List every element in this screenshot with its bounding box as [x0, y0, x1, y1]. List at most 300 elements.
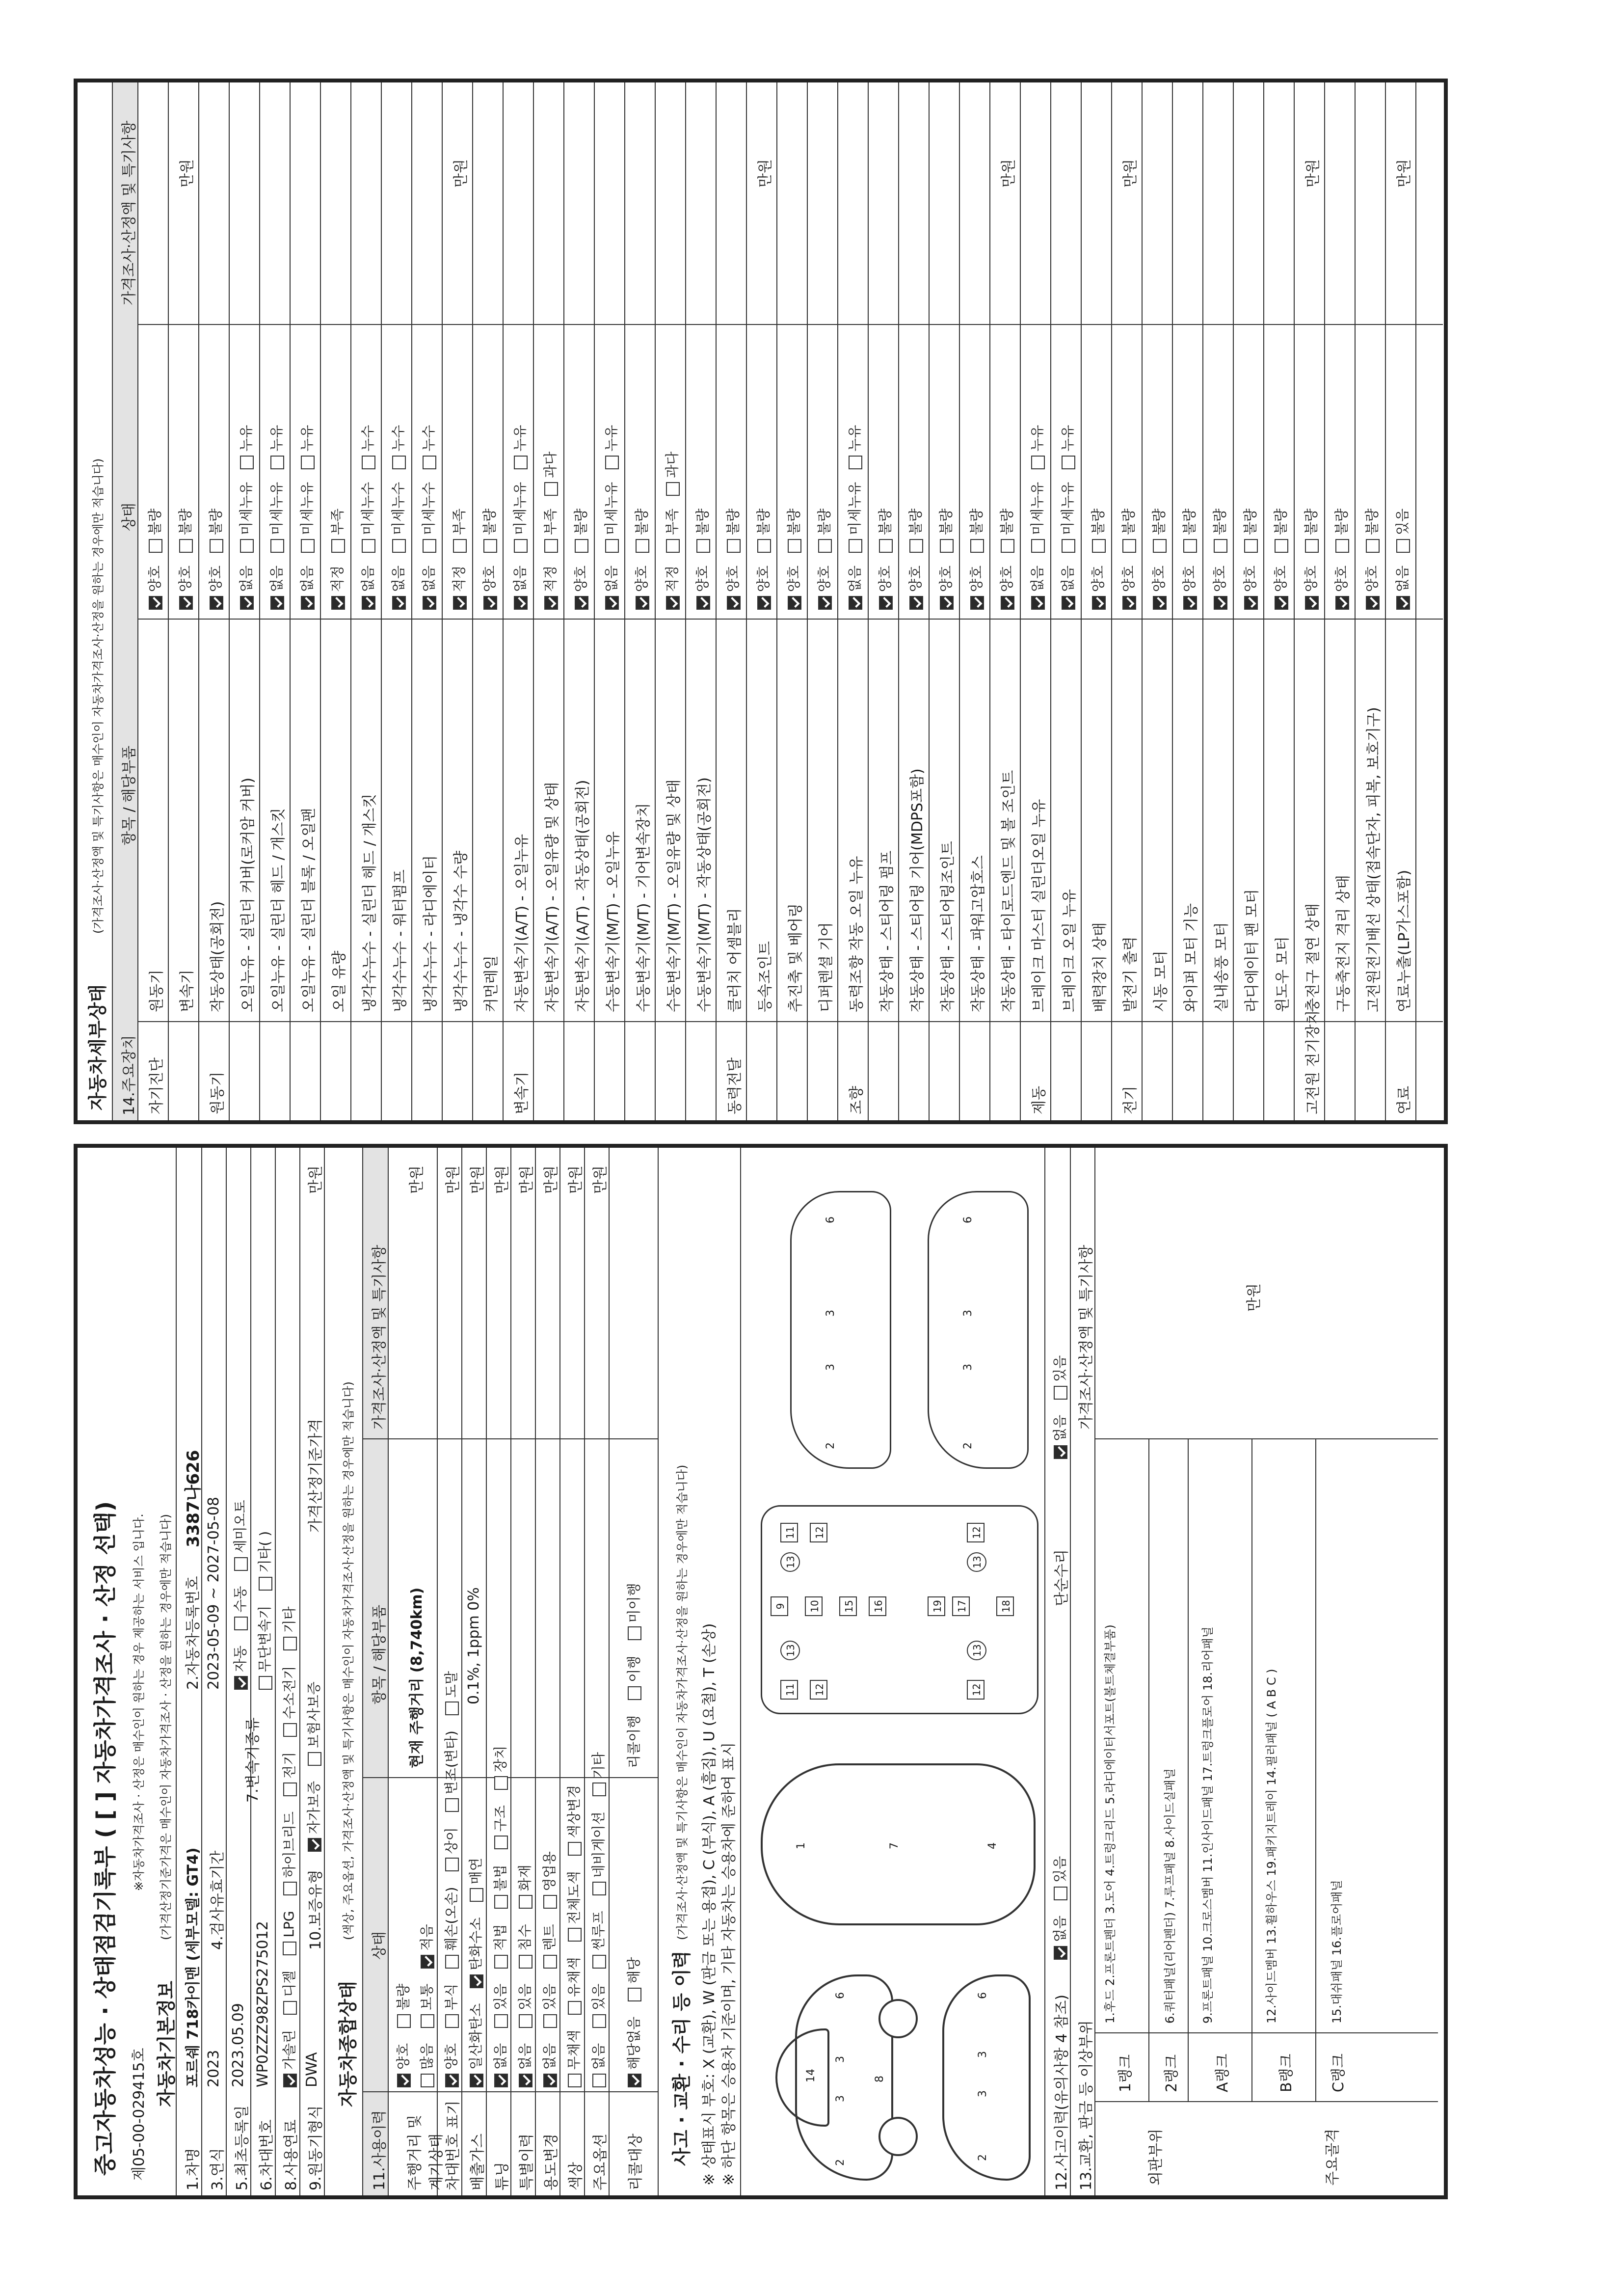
- usage-yes-checkbox[interactable]: [543, 2014, 557, 2028]
- overall-header: 자동차종합상태: [337, 1981, 359, 2107]
- fuel-gasoline-checkbox[interactable]: [283, 2074, 297, 2087]
- detail-state-options: 양호불량: [935, 496, 955, 610]
- car-side-roof-icon: [775, 2028, 829, 2127]
- detail-state-checkbox[interactable]: [909, 539, 923, 553]
- vin-painted-checkbox[interactable]: [445, 1702, 459, 1715]
- detail-state-options: 양호불량: [905, 496, 925, 610]
- detail-item: 배력장치 상태: [1091, 922, 1109, 1012]
- detail-state-options: 양호불량: [814, 496, 833, 610]
- detail-state-checkbox[interactable]: [909, 596, 923, 610]
- detail-state-checkbox[interactable]: [1001, 596, 1014, 610]
- special-flood-checkbox[interactable]: [519, 1955, 532, 1969]
- detail-state-checkbox[interactable]: [1396, 539, 1410, 553]
- detail-state-options: 양호불량: [1179, 496, 1198, 610]
- detail-state-checkbox[interactable]: [1183, 596, 1197, 610]
- detail-state-checkbox[interactable]: [544, 539, 558, 553]
- color-chromatic-checkbox[interactable]: [568, 2001, 582, 2015]
- simple-repair-yes-checkbox[interactable]: [1054, 1386, 1067, 1400]
- basic-price-label: 가격산정기준가격: [307, 1419, 324, 1533]
- detail-state-checkbox[interactable]: [331, 596, 345, 610]
- detail-item: 작동상태 - 스티어링 펌프: [878, 850, 896, 1012]
- detail-price-unit: 만원: [1000, 159, 1017, 188]
- detail-item: 작동상태(공회전): [209, 901, 226, 1012]
- detail-col-price: 가격조사·산정액 및 특기사항: [121, 120, 138, 305]
- detail-state-checkbox[interactable]: [666, 482, 680, 496]
- detail-state-checkbox[interactable]: [1305, 539, 1319, 553]
- detail-state-checkbox[interactable]: [1001, 539, 1014, 553]
- emission-hc-checkbox[interactable]: [470, 1974, 483, 1988]
- usage-none-checkbox[interactable]: [543, 2074, 557, 2087]
- detail-row: [533, 82, 564, 1120]
- year-label: 3.연식: [209, 2148, 226, 2190]
- vin-good-checkbox[interactable]: [445, 2074, 459, 2087]
- detail-state-checkbox[interactable]: [788, 539, 801, 553]
- detail-row: [1355, 82, 1386, 1120]
- detail-item: 원동기: [148, 970, 165, 1012]
- detail-state-checkbox[interactable]: [727, 596, 741, 610]
- detail-state-checkbox[interactable]: [483, 596, 497, 610]
- detail-state-checkbox[interactable]: [1031, 456, 1045, 469]
- detail-state-checkbox[interactable]: [392, 596, 406, 610]
- detail-price-unit: 만원: [757, 159, 774, 188]
- detail-item: 오일누유 - 실린더 헤드 / 개스킷: [270, 808, 287, 1012]
- detail-state-checkbox[interactable]: [605, 456, 619, 469]
- usage-business-checkbox[interactable]: [543, 1895, 557, 1909]
- detail-state-checkbox[interactable]: [423, 596, 436, 610]
- recall-done-checkbox[interactable]: [628, 1686, 641, 1700]
- detail-row: [1050, 82, 1082, 1120]
- basic-price-unit: 만원: [307, 1165, 324, 1194]
- trans-auto-checkbox[interactable]: [234, 1676, 248, 1690]
- detail-state-checkbox[interactable]: [757, 539, 771, 553]
- options-yes-checkbox[interactable]: [592, 2014, 606, 2028]
- detail-state-checkbox[interactable]: [1244, 539, 1258, 553]
- detail-item: 고전원전기배선 상태(접속단자, 피복, 보호기구): [1365, 707, 1383, 1012]
- special-fire-checkbox[interactable]: [519, 1895, 532, 1909]
- document-title: 중고자동차성능 · 상태점검기록부 ( [ ] 자동차가격조사 · 산정 선택): [92, 1501, 118, 2176]
- detail-state-checkbox[interactable]: [1275, 539, 1288, 553]
- detail-state-checkbox[interactable]: [1122, 539, 1136, 553]
- trans-cvt-checkbox[interactable]: [259, 1676, 272, 1690]
- overall-row-options: 주요옵션 없음 있음 썬루프 네비게이션 기타 만원: [584, 1148, 610, 2195]
- left-panel: [74, 1144, 1448, 2199]
- detail-state-checkbox[interactable]: [270, 539, 284, 553]
- detail-state-checkbox[interactable]: [849, 539, 862, 553]
- detail-state-checkbox[interactable]: [362, 539, 375, 553]
- detail-state-checkbox[interactable]: [210, 596, 223, 610]
- usage-rent-checkbox[interactable]: [543, 1955, 557, 1969]
- trans-options: 자동 수동 세미오토: [230, 1487, 249, 1690]
- detail-row: [1324, 82, 1356, 1120]
- recall-yes-checkbox[interactable]: [628, 1988, 641, 2001]
- detail-item: 연료누출(LP가스포함): [1396, 869, 1413, 1012]
- detail-row: [168, 82, 199, 1120]
- emission-smoke-checkbox[interactable]: [470, 1888, 483, 1902]
- detail-state-checkbox[interactable]: [970, 596, 984, 610]
- special-none-checkbox[interactable]: [519, 2074, 532, 2087]
- detail-state-checkbox[interactable]: [636, 539, 649, 553]
- basic-info-table: [176, 1148, 325, 2195]
- trans-semiauto-checkbox[interactable]: [234, 1557, 248, 1571]
- detail-state-checkbox[interactable]: [1183, 539, 1197, 553]
- tuning-struct-checkbox[interactable]: [494, 1836, 508, 1849]
- detail-state-checkbox[interactable]: [240, 539, 254, 553]
- detail-item: 수동변속기(M/T) - 오일유량 및 상태: [665, 779, 683, 1012]
- detail-state-checkbox[interactable]: [453, 596, 467, 610]
- recall-na-checkbox[interactable]: [628, 2074, 641, 2087]
- detail-price-unit: 만원: [1122, 159, 1139, 188]
- detail-state-checkbox[interactable]: [605, 596, 619, 610]
- detail-state-options: 양호불량: [722, 496, 742, 610]
- detail-state-checkbox[interactable]: [696, 596, 710, 610]
- overall-note: (색상, 주요옵션, 가격조사·산정액 및 특기사항은 매수인이 자동차가격조사·산정을 원하는 경우에만 적습니다): [342, 1381, 355, 1940]
- detail-item: 작동상태 - 스티어링 기어(MDPS포함): [909, 768, 926, 1012]
- fuel-other-checkbox[interactable]: [283, 1637, 297, 1650]
- detail-state-checkbox[interactable]: [575, 596, 588, 610]
- detail-state-checkbox[interactable]: [1122, 596, 1136, 610]
- detail-item: 작동상태 - 스티어링조인트: [939, 841, 957, 1012]
- detail-state-checkbox[interactable]: [179, 539, 193, 553]
- detail-price-unit: 만원: [1396, 159, 1413, 188]
- detail-note: (가격조사·산정액 및 특기사항은 매수인이 자동차가격조사·산정을 원하는 경우에만 적습니다): [91, 458, 105, 934]
- detail-state-options: 없음미세누유누유: [1057, 412, 1077, 610]
- detail-state-options: 적정부족과다: [540, 439, 559, 610]
- basic-info-note: (가격산정기준가격은 매수인이 자동차가격조사 · 산정을 원하는 경우에만 적습니다): [159, 1513, 173, 1940]
- detail-state-checkbox[interactable]: [666, 539, 680, 553]
- detail-state-options: 적정부족과다: [662, 439, 681, 610]
- detail-state-checkbox[interactable]: [149, 539, 162, 553]
- mileage-normal-checkbox[interactable]: [421, 2014, 434, 2028]
- detail-state-checkbox[interactable]: [727, 539, 741, 553]
- detail-row: [685, 82, 717, 1120]
- detail-state-options: 양호불량: [205, 496, 225, 610]
- detail-state-checkbox[interactable]: [1062, 596, 1075, 610]
- detail-col-item: 항목 / 해당부품: [121, 745, 138, 845]
- overall-col-state: 상태: [371, 1931, 388, 1960]
- overall-row-recall: 리콜대상 해당없음 해당 리콜이행 이행 미이행: [626, 1583, 644, 2190]
- first-reg-label: 5.최초등록일: [234, 2105, 251, 2190]
- detail-item: 브레이크 오일 누유: [1061, 889, 1078, 1012]
- detail-item: 변속기: [179, 970, 196, 1012]
- damage-price-col: 가격조사·산정액 및 특기사항: [1078, 1244, 1095, 1430]
- detail-state-checkbox[interactable]: [514, 539, 528, 553]
- detail-state-checkbox[interactable]: [210, 539, 223, 553]
- detail-state-checkbox[interactable]: [788, 596, 801, 610]
- vin-diff-checkbox[interactable]: [445, 1858, 459, 1871]
- detail-state-checkbox[interactable]: [1092, 596, 1106, 610]
- detail-state-checkbox[interactable]: [331, 539, 345, 553]
- detail-item: 수동변속기(M/T) - 기어변속장치: [635, 803, 652, 1012]
- detail-row: [1020, 82, 1051, 1120]
- detail-state-checkbox[interactable]: [270, 456, 284, 469]
- emission-co-checkbox[interactable]: [470, 2074, 483, 2087]
- detail-item: 수동변속기(M/T) - 작동상태(공회전): [696, 777, 713, 1012]
- engine-label: 9.원동기형식: [307, 2105, 324, 2190]
- fuel-hydrogen-checkbox[interactable]: [283, 1723, 297, 1737]
- detail-row: [503, 82, 534, 1120]
- accident-yes-checkbox[interactable]: [1054, 1887, 1067, 1900]
- overall-row-odometer: 주행거리 및 계기상태 양호 불량 많음 보통 적음 현재 주행거리 (8,740km) 만원: [388, 1148, 438, 2195]
- detail-state-checkbox[interactable]: [970, 539, 984, 553]
- options-sunroof-checkbox[interactable]: [592, 1955, 606, 1969]
- detail-state-checkbox[interactable]: [1335, 596, 1349, 610]
- detail-state-options: 양호불량: [1270, 496, 1290, 610]
- detail-row: [716, 82, 747, 1120]
- vin-altered-checkbox[interactable]: [445, 1798, 459, 1812]
- overall-row-vin: 차대번호 표기 양호 부식 훼손(오손) 상이 변조(변타) 도말 만원: [437, 1148, 462, 2195]
- detail-state-checkbox[interactable]: [1275, 596, 1288, 610]
- outer-parts-label: 외판부위: [1147, 2129, 1165, 2186]
- vin-rust-checkbox[interactable]: [445, 2014, 459, 2028]
- detail-state-checkbox[interactable]: [818, 596, 832, 610]
- detail-item: 자동변속기(A/T) - 오일유량 및 상태: [544, 782, 561, 1012]
- emission-values: 0.1%, 1ppm 0%: [465, 1587, 482, 1704]
- detail-state-checkbox[interactable]: [1031, 596, 1045, 610]
- fuel-hybrid-checkbox[interactable]: [283, 1882, 297, 1895]
- car-name-value: 포르쉐 718카이맨 (세부모델: GT4): [185, 1847, 202, 2087]
- detail-state-options: 양호불량: [570, 496, 590, 610]
- mileage-high-checkbox[interactable]: [421, 2074, 434, 2087]
- detail-price-unit: 만원: [452, 159, 470, 188]
- detail-item: 냉각수누수 - 냉각수 수량: [452, 850, 470, 1012]
- detail-state-checkbox[interactable]: [544, 482, 558, 496]
- detail-state-options: 적정부족: [449, 496, 468, 610]
- accident-history-label: 12.사고이력(유의사항 4 참조): [1053, 1994, 1070, 2190]
- detail-state-checkbox[interactable]: [179, 596, 193, 610]
- detail-item: 수동변속기(M/T) - 오일누유: [605, 831, 622, 1012]
- first-reg-value: 2023.05.09: [230, 2003, 247, 2087]
- tuning-none-checkbox[interactable]: [494, 2074, 508, 2087]
- detail-row: [746, 82, 777, 1120]
- detail-row: [624, 82, 656, 1120]
- detail-price-unit: 만원: [1304, 159, 1322, 188]
- overall-row-color: 색상 무채색 유채색 전체도색 색상변경 만원: [559, 1148, 585, 2195]
- detail-state-checkbox[interactable]: [483, 539, 497, 553]
- detail-state-checkbox[interactable]: [1153, 539, 1167, 553]
- detail-state-checkbox[interactable]: [1244, 596, 1258, 610]
- detail-state-checkbox[interactable]: [149, 596, 162, 610]
- detail-state-checkbox[interactable]: [666, 596, 680, 610]
- detail-row: [229, 82, 260, 1120]
- detail-state-options: 없음미세누유누유: [266, 412, 286, 610]
- detail-state-options: 양호불량: [479, 496, 499, 610]
- recall-notdone-checkbox[interactable]: [628, 1627, 641, 1641]
- detail-state-checkbox[interactable]: [1366, 539, 1380, 553]
- detail-state-options: 없음미세누유누유: [844, 412, 864, 610]
- detail-state-checkbox[interactable]: [1062, 539, 1075, 553]
- detail-state-checkbox[interactable]: [453, 539, 467, 553]
- detail-state-checkbox[interactable]: [362, 596, 375, 610]
- detail-state-checkbox[interactable]: [1062, 456, 1075, 469]
- detail-state-checkbox[interactable]: [514, 456, 528, 469]
- detail-row: [350, 82, 382, 1120]
- detail-state-checkbox[interactable]: [301, 456, 315, 469]
- overall-row-usage-change: 용도변경 없음 있음 렌트 영업용 만원: [535, 1148, 560, 2195]
- car-diagram-area: 2 3 3 6 14 8 2 3 3 6 1 7 4 11 11 13 13 9 10 12 12 16 15 12 12 13 13 17 19 18 2 3 3 6 2 3 3 6: [740, 1148, 1045, 2195]
- color-change-checkbox[interactable]: [568, 1842, 582, 1856]
- fuel-label: 8.사용연료: [283, 2119, 300, 2190]
- reg-no-label: 2.자동차등록번호: [185, 1576, 202, 1690]
- detail-state-options: 양호불량: [692, 496, 712, 610]
- detail-state-checkbox[interactable]: [240, 456, 254, 469]
- detail-state-checkbox[interactable]: [1153, 596, 1167, 610]
- detail-state-options: 없음미세누수누수: [388, 412, 407, 610]
- detail-state-options: 양호불량: [1148, 496, 1168, 610]
- detail-row: [1385, 82, 1416, 1120]
- detail-state-checkbox[interactable]: [240, 596, 254, 610]
- tuning-illegal-checkbox[interactable]: [494, 1895, 508, 1909]
- fuel-options: 가솔린 디젤 LPG 하이브리드 전기 수소전기 기타: [279, 1594, 298, 2087]
- detail-state-options: 양호불량: [144, 496, 164, 610]
- detail-item: 클러치 어셈블리: [726, 908, 744, 1012]
- detail-group: 원동기: [209, 1072, 226, 1114]
- detail-item: 구동축전지 격리 상태: [1335, 875, 1352, 1012]
- engine-value: DWA: [303, 2052, 320, 2087]
- detail-group: 연료: [1396, 1086, 1413, 1114]
- simple-repair-none-checkbox[interactable]: [1054, 1445, 1067, 1459]
- detail-state-options: 양호불량: [175, 496, 194, 610]
- detail-state-options: 양호불량: [753, 496, 772, 610]
- detail-state-checkbox[interactable]: [1092, 539, 1106, 553]
- basic-info-header: 자동차기본정보: [156, 1981, 177, 2107]
- trans-manual-checkbox[interactable]: [234, 1617, 248, 1630]
- detail-state-checkbox[interactable]: [879, 539, 893, 553]
- mileage-low-checkbox[interactable]: [421, 1955, 434, 1969]
- detail-state-options: 양호불량: [966, 496, 985, 610]
- detail-item: 추진축 및 베어링: [787, 903, 804, 1012]
- detail-state-checkbox[interactable]: [423, 456, 436, 469]
- detail-state-options: 양호불량: [996, 496, 1016, 610]
- detail-state-checkbox[interactable]: [1031, 539, 1045, 553]
- current-mileage: 현재 주행거리 (8,740km): [408, 1587, 426, 1768]
- detail-state-options: 양호불량: [1361, 496, 1381, 610]
- detail-state-checkbox[interactable]: [423, 539, 436, 553]
- detail-state-checkbox[interactable]: [940, 596, 954, 610]
- frame-side-view-2-icon: [928, 1191, 1029, 1469]
- odometer-good-checkbox[interactable]: [397, 2074, 411, 2087]
- detail-state-checkbox[interactable]: [849, 456, 862, 469]
- detail-state-checkbox[interactable]: [879, 596, 893, 610]
- color-repaint-checkbox[interactable]: [568, 1928, 582, 1942]
- color-achromatic-checkbox[interactable]: [568, 2074, 582, 2087]
- detail-state-checkbox[interactable]: [818, 539, 832, 553]
- detail-state-checkbox[interactable]: [392, 539, 406, 553]
- year-value: 2023: [205, 2050, 222, 2087]
- detail-state-checkbox[interactable]: [849, 596, 862, 610]
- detail-state-checkbox[interactable]: [514, 596, 528, 610]
- detail-state-checkbox[interactable]: [636, 596, 649, 610]
- detail-state-options: 없음미세누수누수: [418, 412, 438, 610]
- main-frame-label: 주요골격: [1324, 2129, 1341, 2186]
- accident-legend-2: ※ 하단 항목은 승용차 기준이며, 기타 자동차는 승용차에 준하여 표시: [720, 1742, 738, 2186]
- detail-item: 냉각수누수 - 라디에이터: [422, 855, 439, 1012]
- detail-state-checkbox[interactable]: [575, 539, 588, 553]
- fuel-diesel-checkbox[interactable]: [283, 2001, 297, 2015]
- detail-item: 자동변속기(A/T) - 오일누유: [513, 834, 531, 1012]
- fuel-electric-checkbox[interactable]: [283, 1783, 297, 1796]
- detail-state-checkbox[interactable]: [301, 539, 315, 553]
- detail-state-checkbox[interactable]: [1214, 539, 1227, 553]
- trans-other-checkbox[interactable]: [259, 1577, 272, 1591]
- detail-state-checkbox[interactable]: [605, 539, 619, 553]
- rank1-items: 1.후드 2.프론트펜더 3.도어 4.트렁크리드 5.라디에이터서포트(볼트체결부품): [1103, 1624, 1117, 2024]
- detail-state-checkbox[interactable]: [1335, 539, 1349, 553]
- detail-item: 동력조향 작동 오일 누유: [848, 856, 865, 1012]
- detail-row: [137, 82, 169, 1120]
- fuel-lpg-checkbox[interactable]: [283, 1942, 296, 1955]
- accident-note: (가격조사·산정액 및 특기사항은 매수인이 자동차가격조사·산정을 원하는 경우에만 적습니다): [675, 1464, 689, 1940]
- right-panel: [74, 79, 1448, 1124]
- detail-group: 전기: [1122, 1086, 1139, 1114]
- detail-state-checkbox[interactable]: [757, 596, 771, 610]
- tuning-device-checkbox[interactable]: [494, 1776, 508, 1790]
- service-note: ※자동차가격조사 · 산정은 매수인이 원하는 경우 제공하는 서비스 입니다.: [132, 1513, 146, 1891]
- use-history-label: 11.사용이력: [371, 2110, 388, 2190]
- detail-table: [112, 82, 1443, 1120]
- detail-row: [563, 82, 595, 1120]
- detail-state-checkbox[interactable]: [301, 596, 315, 610]
- frame-side-view-icon: [790, 1191, 891, 1469]
- detail-col-main: 14.주요장치: [121, 1035, 138, 1115]
- detail-state-checkbox[interactable]: [1214, 596, 1227, 610]
- vin-damage-checkbox[interactable]: [445, 1955, 459, 1969]
- accident-legend-1: ※ 상태표시 부호: X (교환), W (판금 또는 용접), C (부식), A (흠집), U (요철), T (손상): [701, 1623, 718, 2186]
- car-name-label: 1.차명: [185, 2148, 202, 2190]
- detail-state-options: 없음미세누유누유: [296, 412, 316, 610]
- detail-state-checkbox[interactable]: [1366, 596, 1380, 610]
- detail-row: [807, 82, 838, 1120]
- overall-col-item: 항목 / 해당부품: [371, 1604, 388, 1704]
- detail-state-options: 없음미세누유누유: [601, 412, 620, 610]
- detail-row: [290, 82, 321, 1120]
- detail-state-options: 없음미세누수누수: [357, 412, 377, 610]
- detail-state-checkbox[interactable]: [270, 596, 284, 610]
- detail-state-options: 적정부족: [327, 496, 346, 610]
- damage-parts-label: 13.교환, 판금 등 이상부위: [1078, 2020, 1095, 2190]
- detail-state-options: 양호불량: [1209, 496, 1229, 610]
- detail-state-checkbox[interactable]: [362, 456, 375, 469]
- accident-header: 사고 · 교환 · 수리 등 이력: [671, 1950, 692, 2166]
- detail-state-checkbox[interactable]: [1396, 596, 1410, 610]
- detail-state-checkbox[interactable]: [544, 596, 558, 610]
- options-navi-checkbox[interactable]: [592, 1882, 606, 1895]
- detail-item: 커먼레일: [483, 955, 500, 1012]
- damage-price-unit: 만원: [1246, 1283, 1263, 1312]
- detail-state-checkbox[interactable]: [696, 539, 710, 553]
- options-none-checkbox[interactable]: [592, 2074, 606, 2087]
- accident-none-checkbox[interactable]: [1054, 1946, 1067, 1960]
- tuning-yes-checkbox[interactable]: [494, 2014, 508, 2028]
- detail-row: [411, 82, 443, 1120]
- detail-state-options: 양호불량: [1240, 496, 1259, 610]
- detail-state-checkbox[interactable]: [1305, 596, 1319, 610]
- detail-row: [1081, 82, 1112, 1120]
- trans-options-2: 무단변속기 기타( ): [254, 1518, 274, 1690]
- detail-state-checkbox[interactable]: [940, 539, 954, 553]
- detail-state-checkbox[interactable]: [392, 456, 406, 469]
- tuning-legal-checkbox[interactable]: [494, 1955, 508, 1969]
- detail-state-options: 양호불량: [783, 496, 803, 610]
- warranty-self-checkbox[interactable]: [308, 1838, 321, 1852]
- options-other-checkbox[interactable]: [592, 1783, 606, 1796]
- odometer-bad-checkbox[interactable]: [397, 2014, 411, 2028]
- detail-row: [1233, 82, 1264, 1120]
- damage-table: 12.사고이력(유의사항 4 참조) 없음 있음 단순수리 없음 있음 13.교환, 판금 등 이상부위 가격조사·산정액 및 특기사항 외판부위 주요골격 만원 1랭크 1.후드 2.프론트펜더 3.도어 4.트렁크리드 5.라디에이터서포트(볼트체결부품) 2랭크 6.쿼터패널(리어펜더) 7.루프패널 8.사이드실패널 A랭크 9.프론트패널 10.크로스멤버 11.인사이드패널 17.트렁크플로어 18.리어패널 B랭크 12.사이드멤버 13.휠하우스 19.패키지트레이 14.필러패널 ( A B C ) C랭크 15.대쉬패널 16.플로어패널: [1044, 1148, 1438, 2195]
- special-yes-checkbox[interactable]: [519, 2014, 532, 2028]
- warranty-insurer-checkbox[interactable]: [308, 1752, 321, 1766]
- detail-row: [989, 82, 1021, 1120]
- overall-row-emission: 배출가스 일산화탄소 탄화수소 매연 0.1%, 1ppm 0% 만원: [461, 1148, 487, 2195]
